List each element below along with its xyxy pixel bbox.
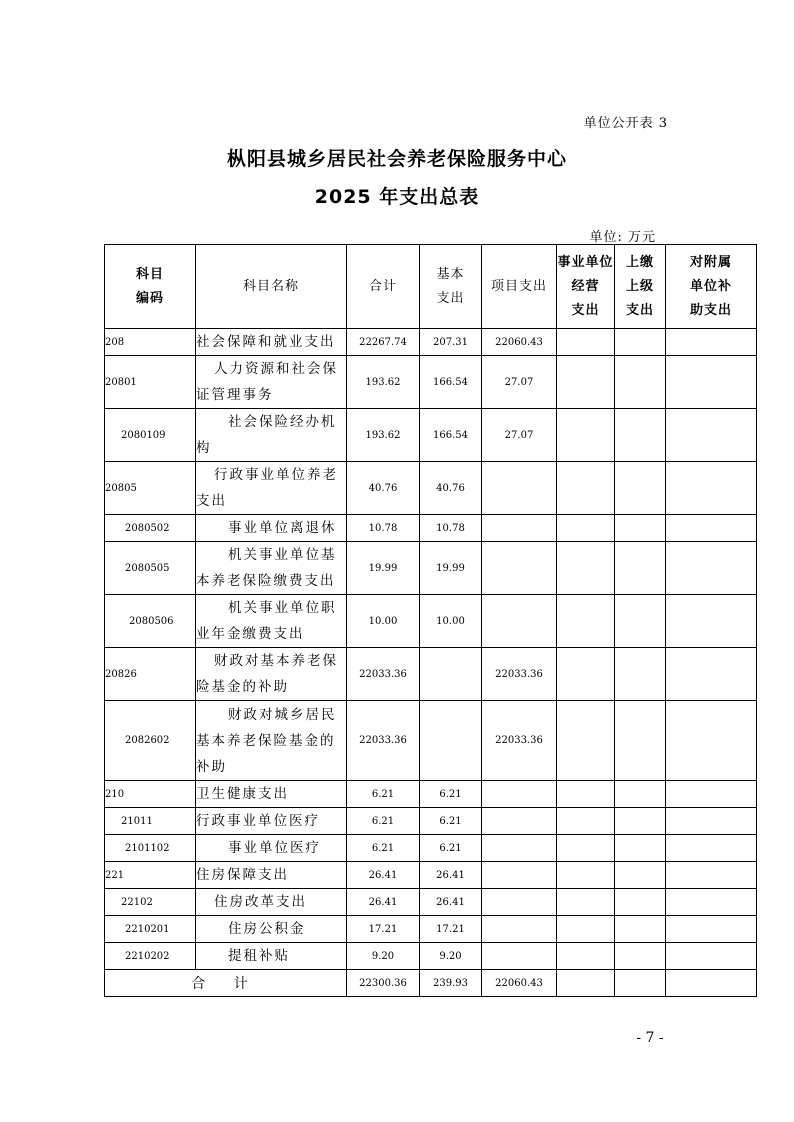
subsidy-cell — [666, 409, 757, 462]
business-cell — [557, 835, 615, 862]
total-cell: 9.20 — [347, 943, 420, 970]
upper-cell — [615, 409, 666, 462]
table-row — [105, 862, 757, 889]
upper-cell — [615, 701, 666, 781]
table-row — [105, 462, 757, 515]
subsidy-cell — [666, 916, 757, 943]
code-cell: 20801 — [105, 356, 196, 409]
project-cell — [482, 781, 557, 808]
header-basic: 基本 支出 — [420, 245, 482, 329]
project-cell — [482, 862, 557, 889]
basic-cell: 10.78 — [420, 515, 482, 542]
total-cell: 17.21 — [347, 916, 420, 943]
project-cell — [482, 943, 557, 970]
business-cell — [557, 943, 615, 970]
business-cell — [557, 970, 615, 997]
code-cell: 210 — [105, 781, 196, 808]
name-cell: 财政对城乡居民基本养老保险基金的补助 — [196, 701, 347, 781]
total-label: 合 计 — [105, 970, 347, 997]
subsidy-cell — [666, 808, 757, 835]
subsidy-cell — [666, 862, 757, 889]
basic-cell: 166.54 — [420, 409, 482, 462]
code-cell: 208 — [105, 329, 196, 356]
subsidy-cell — [666, 329, 757, 356]
project-cell — [482, 515, 557, 542]
upper-cell — [615, 781, 666, 808]
code-cell: 2210201 — [105, 916, 196, 943]
business-cell — [557, 781, 615, 808]
expenditure-table — [104, 244, 757, 997]
total-cell: 6.21 — [347, 781, 420, 808]
table-row — [105, 409, 757, 462]
basic-cell: 26.41 — [420, 889, 482, 916]
business-cell — [557, 808, 615, 835]
code-cell: 221 — [105, 862, 196, 889]
upper-cell — [615, 648, 666, 701]
upper-cell — [615, 808, 666, 835]
name-cell: 住房保障支出 — [196, 862, 347, 889]
name-cell: 住房公积金 — [196, 916, 347, 943]
document-subtitle: 2025 年支出总表 — [314, 186, 480, 208]
upper-cell — [615, 889, 666, 916]
name-cell: 行政事业单位医疗 — [196, 808, 347, 835]
business-cell — [557, 515, 615, 542]
upper-cell — [615, 329, 666, 356]
subsidy-cell — [666, 970, 757, 997]
total-cell: 26.41 — [347, 862, 420, 889]
basic-cell: 26.41 — [420, 862, 482, 889]
table-row — [105, 356, 757, 409]
upper-cell — [615, 462, 666, 515]
table-row — [105, 889, 757, 916]
basic-cell: 166.54 — [420, 356, 482, 409]
business-cell — [557, 862, 615, 889]
table-row — [105, 329, 757, 356]
unit-label: 单位: 万元 — [589, 230, 656, 245]
table-row — [105, 916, 757, 943]
header-total: 合计 — [347, 245, 420, 329]
form-label: 单位公开表 3 — [583, 116, 668, 131]
total-cell: 193.62 — [347, 356, 420, 409]
table-row — [105, 781, 757, 808]
subsidy-cell — [666, 835, 757, 862]
upper-cell — [615, 970, 666, 997]
total-cell: 6.21 — [347, 835, 420, 862]
subsidy-cell — [666, 515, 757, 542]
header-name: 科目名称 — [196, 245, 347, 329]
project-cell — [482, 835, 557, 862]
basic-cell: 17.21 — [420, 916, 482, 943]
total-cell: 10.78 — [347, 515, 420, 542]
code-cell: 2080505 — [105, 542, 196, 595]
subsidy-cell — [666, 781, 757, 808]
business-cell — [557, 889, 615, 916]
upper-cell — [615, 595, 666, 648]
basic-cell: 40.76 — [420, 462, 482, 515]
document-title: 枞阳县城乡居民社会养老保险服务中心 — [226, 148, 567, 170]
grand-project-cell: 22060.43 — [482, 970, 557, 997]
code-cell: 2080502 — [105, 515, 196, 542]
basic-cell: 207.31 — [420, 329, 482, 356]
basic-cell: 6.21 — [420, 835, 482, 862]
basic-cell: 9.20 — [420, 943, 482, 970]
project-cell: 22033.36 — [482, 701, 557, 781]
business-cell — [557, 409, 615, 462]
code-cell: 22102 — [105, 889, 196, 916]
total-cell: 22033.36 — [347, 648, 420, 701]
page-number: - 7 - — [636, 1030, 664, 1046]
project-cell: 22033.36 — [482, 648, 557, 701]
code-cell: 20826 — [105, 648, 196, 701]
business-cell — [557, 916, 615, 943]
total-cell: 10.00 — [347, 595, 420, 648]
total-cell: 22033.36 — [347, 701, 420, 781]
total-cell: 19.99 — [347, 542, 420, 595]
table-row — [105, 542, 757, 595]
name-cell: 机关事业单位职业年金缴费支出 — [196, 595, 347, 648]
total-cell: 26.41 — [347, 889, 420, 916]
grand-total-cell: 22300.36 — [347, 970, 420, 997]
header-upper: 上缴 上级 支出 — [615, 245, 666, 329]
code-cell: 2210202 — [105, 943, 196, 970]
subsidy-cell — [666, 542, 757, 595]
project-cell — [482, 889, 557, 916]
upper-cell — [615, 356, 666, 409]
name-cell: 社会保障和就业支出 — [196, 329, 347, 356]
header-code: 科目 编码 — [105, 245, 196, 329]
table-row — [105, 595, 757, 648]
name-cell: 事业单位医疗 — [196, 835, 347, 862]
header-business: 事业单位经营 支出 — [557, 245, 615, 329]
project-cell — [482, 595, 557, 648]
project-cell: 27.07 — [482, 356, 557, 409]
business-cell — [557, 462, 615, 515]
basic-cell: 10.00 — [420, 595, 482, 648]
upper-cell — [615, 515, 666, 542]
subsidy-cell — [666, 943, 757, 970]
subsidy-cell — [666, 648, 757, 701]
project-cell — [482, 808, 557, 835]
total-row — [105, 970, 757, 997]
basic-cell — [420, 648, 482, 701]
business-cell — [557, 648, 615, 701]
name-cell: 住房改革支出 — [196, 889, 347, 916]
business-cell — [557, 356, 615, 409]
name-cell: 行政事业单位养老支出 — [196, 462, 347, 515]
code-cell: 21011 — [105, 808, 196, 835]
code-cell: 2082602 — [105, 701, 196, 781]
header-row — [105, 245, 757, 329]
table-row — [105, 943, 757, 970]
name-cell: 财政对基本养老保险基金的补助 — [196, 648, 347, 701]
basic-cell: 19.99 — [420, 542, 482, 595]
project-cell: 27.07 — [482, 409, 557, 462]
name-cell: 事业单位离退休 — [196, 515, 347, 542]
project-cell — [482, 542, 557, 595]
upper-cell — [615, 542, 666, 595]
grand-basic-cell: 239.93 — [420, 970, 482, 997]
subsidy-cell — [666, 356, 757, 409]
header-subsidy: 对附属 单位补 助支出 — [666, 245, 757, 329]
name-cell: 人力资源和社会保证管理事务 — [196, 356, 347, 409]
subsidy-cell — [666, 701, 757, 781]
upper-cell — [615, 916, 666, 943]
total-cell: 40.76 — [347, 462, 420, 515]
code-cell: 2080506 — [105, 595, 196, 648]
total-cell: 6.21 — [347, 808, 420, 835]
business-cell — [557, 701, 615, 781]
business-cell — [557, 542, 615, 595]
upper-cell — [615, 943, 666, 970]
project-cell: 22060.43 — [482, 329, 557, 356]
name-cell: 社会保险经办机构 — [196, 409, 347, 462]
project-cell — [482, 916, 557, 943]
name-cell: 卫生健康支出 — [196, 781, 347, 808]
code-cell: 2101102 — [105, 835, 196, 862]
code-cell: 20805 — [105, 462, 196, 515]
subsidy-cell — [666, 462, 757, 515]
business-cell — [557, 329, 615, 356]
total-cell: 193.62 — [347, 409, 420, 462]
project-cell — [482, 462, 557, 515]
basic-cell: 6.21 — [420, 781, 482, 808]
name-cell: 提租补贴 — [196, 943, 347, 970]
total-cell: 22267.74 — [347, 329, 420, 356]
table-row — [105, 701, 757, 781]
code-cell: 2080109 — [105, 409, 196, 462]
subsidy-cell — [666, 889, 757, 916]
business-cell — [557, 595, 615, 648]
name-cell: 机关事业单位基本养老保险缴费支出 — [196, 542, 347, 595]
table-row — [105, 515, 757, 542]
header-project: 项目支出 — [482, 245, 557, 329]
upper-cell — [615, 862, 666, 889]
table-row — [105, 808, 757, 835]
basic-cell: 6.21 — [420, 808, 482, 835]
table-row — [105, 835, 757, 862]
subsidy-cell — [666, 595, 757, 648]
basic-cell — [420, 701, 482, 781]
upper-cell — [615, 835, 666, 862]
table-row — [105, 648, 757, 701]
